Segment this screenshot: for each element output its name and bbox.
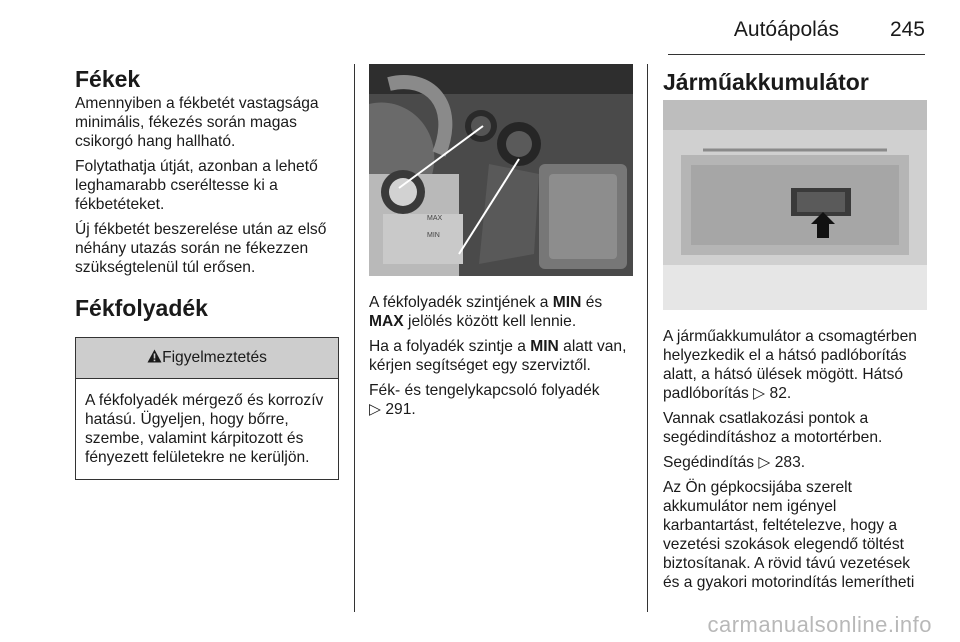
page-ref-arrow-icon: ▷ — [369, 401, 381, 418]
warning-header — [76, 338, 338, 379]
column-divider-1 — [354, 64, 355, 612]
heading-jarmuakkumulator: Járműakkumulátor — [663, 69, 869, 95]
page-number: 245 — [889, 18, 925, 41]
page-ref-link[interactable]: 291. — [385, 401, 416, 418]
paragraph: Fék- és tengelykapcsoló folyadék ▷ 291. — [369, 382, 600, 418]
paragraph: A járműakkumulátor a csomagtérben helyezkedik el a hátsó padlóborítás alatt, a hátsó ülések mögött. Hátsó padlóborítás ▷ 82. — [663, 328, 917, 402]
page-ref-link[interactable]: 283. — [774, 454, 806, 471]
paragraph: Amennyiben a fékbetét vastagsága minimális, fékezés során magas csikorgó hang hallható. — [75, 95, 319, 150]
paragraph: Folytathatja útját, azonban a lehető leghamarabb cseréltesse ki a fékbetéteket. — [75, 158, 318, 213]
paragraph: A fékfolyadék szintjének a MIN és MAX jelölés között kell lennie. — [369, 294, 603, 330]
page-ref-arrow-icon: ▷ — [758, 454, 771, 471]
section-title: Autóápolás — [733, 18, 839, 41]
warning-box — [75, 337, 339, 480]
battery-trunk-photo — [663, 100, 927, 310]
column-divider-2 — [647, 64, 648, 612]
paragraph: Vannak csatlakozási pontok a segédindításhoz a motortérben. — [663, 410, 883, 446]
warning-triangle-icon — [147, 349, 162, 363]
heading-fekek: Fékek — [75, 66, 141, 92]
warning-title: Figyelmeztetés — [162, 349, 267, 366]
page-ref-link[interactable]: 82. — [769, 385, 792, 402]
paragraph: Ha a folyadék szintje a MIN alatt van, kérjen segítséget egy szerviztől. — [369, 338, 627, 374]
brake-fluid-reservoir-photo — [369, 64, 633, 276]
photo-label-max: MAX — [427, 215, 443, 222]
heading-fekfolyadek: Fékfolyadék — [75, 295, 208, 321]
paragraph: Új fékbetét beszerelése után az első néhány utazás során ne fékezzen szükségtelenül túl erősen. — [75, 221, 327, 276]
photo-label-min: MIN — [427, 232, 440, 239]
watermark[interactable]: carmanualsonline.info — [707, 612, 932, 637]
column-brake-fluid — [369, 64, 634, 425]
warning-text: A fékfolyadék mérgező és korrozív hatású. Ügyeljen, hogy bőrre, szembe, valamint kárpitozott és fényezett felületekre ne kerüljön. — [85, 392, 324, 466]
column-battery — [663, 64, 928, 598]
page-header — [668, 14, 925, 55]
paragraph: Az Ön gépkocsijába szerelt akkumulátor nem igényel karbantartást, feltételezve, hogy a vezetési szokások elegendő töltést biztosítanak. A rövid távú vezetések és a gyakori motorindítás lemerítheti — [663, 479, 915, 591]
paragraph: Segédindítás ▷ 283. — [663, 454, 806, 471]
page-ref-arrow-icon: ▷ — [753, 385, 766, 402]
column-brakes — [75, 64, 340, 480]
